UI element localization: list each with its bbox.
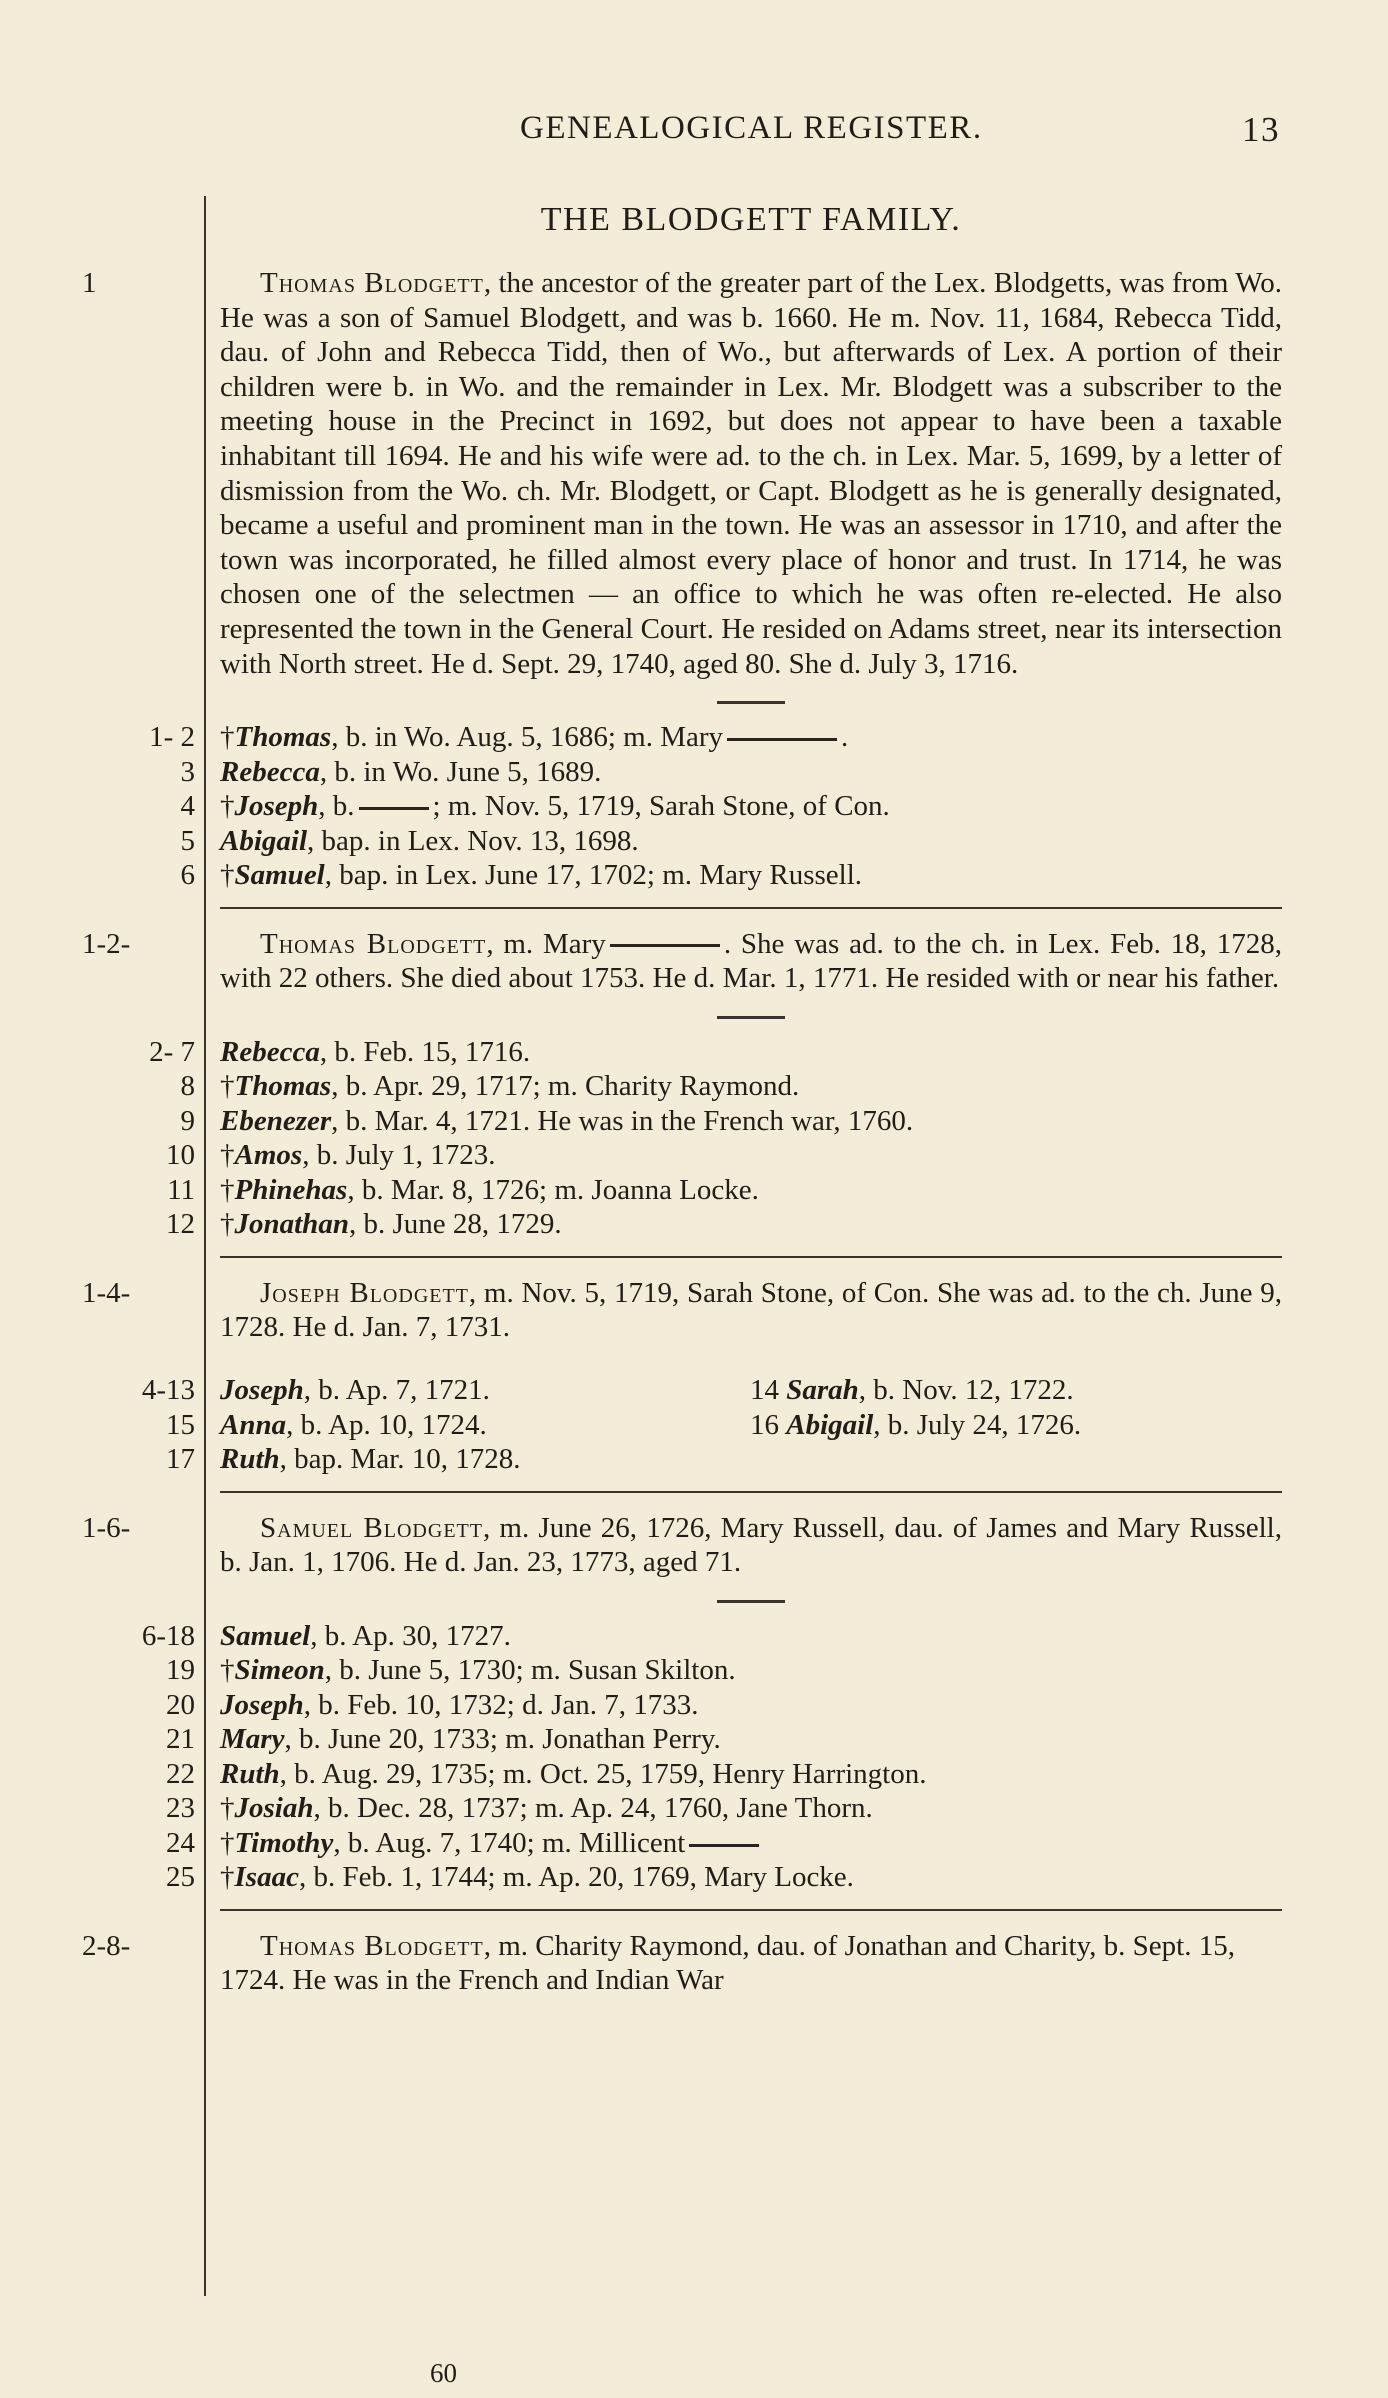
child-text: , b. June 28, 1729.: [348, 1208, 562, 1241]
child-name: Rebecca: [220, 755, 320, 788]
section-divider: [220, 1491, 1282, 1493]
child-text: , b. June 20, 1733; m. Jonathan Perry.: [284, 1723, 721, 1756]
blank-line: [727, 738, 837, 741]
entry-joseph: [82, 1276, 1282, 1345]
entry-number: 1-4-: [82, 1276, 131, 1309]
second-column: [750, 1408, 1081, 1443]
child-number: 5: [180, 824, 195, 857]
child-text: , b. Ap. 10, 1724.: [286, 1408, 487, 1441]
children-list: [149, 1035, 1282, 1242]
short-divider: [717, 701, 785, 704]
entry-number: 1: [82, 267, 97, 299]
child-number: 20: [166, 1688, 195, 1721]
entry-number: 2-8-: [82, 1929, 131, 1962]
child-number: 24: [166, 1826, 195, 1859]
child-tail: .: [841, 721, 849, 754]
children-list: [141, 1373, 1282, 1477]
second-column: [750, 1373, 1074, 1408]
list-item: [166, 1442, 1282, 1477]
entry-text-pre: , m. Mary: [486, 927, 606, 960]
page-number: 13: [1242, 110, 1280, 149]
list-item: [166, 1722, 1282, 1757]
child-number: 15: [166, 1408, 195, 1441]
child-name: Samuel: [220, 1619, 311, 1652]
child-text: , b. July 24, 1726.: [873, 1408, 1082, 1441]
child-number: 17: [166, 1443, 195, 1475]
child-name: Ebenezer: [220, 1104, 332, 1137]
child-text: , b. June 5, 1730; m. Susan Skilton.: [324, 1654, 736, 1687]
child-text: , bap. in Lex. Nov. 13, 1698.: [307, 824, 639, 857]
child-text: , b. Ap. 7, 1721.: [303, 1374, 490, 1406]
entry-paragraph: [220, 1276, 1282, 1345]
child-name: Simeon: [234, 1654, 325, 1687]
entry-paragraph: [220, 1511, 1282, 1580]
section-divider: [220, 1256, 1282, 1258]
entry-thomas-1: [82, 266, 1283, 681]
dagger-mark: †: [220, 859, 235, 892]
child-number: 4-13: [141, 1374, 195, 1406]
child-name: Joseph: [234, 790, 319, 823]
entry-paragraph: [220, 266, 1282, 681]
child-text: , b. Aug. 29, 1735; m. Oct. 25, 1759, Henry Harrington.: [279, 1757, 927, 1790]
child-number: 4: [180, 790, 195, 823]
entry-thomas-3: [82, 1929, 1282, 1998]
dagger-mark: †: [220, 1792, 235, 1825]
entry-text: , m. June 26, 1726, Mary Russell, dau. of James and Mary Russell, b. Jan. 1, 1706. He d. Jan. 23, 1773, aged 71.: [220, 1511, 1282, 1579]
child-name: Mary: [220, 1723, 285, 1756]
dagger-mark: †: [220, 721, 235, 754]
child-text: , b. July 1, 1723.: [302, 1139, 496, 1172]
child-name: Thomas: [234, 1070, 332, 1103]
child-number: 12: [166, 1208, 195, 1241]
list-item: [141, 1373, 1282, 1408]
entry-thomas-2: [82, 927, 1282, 996]
child-name: Ruth: [220, 1443, 280, 1475]
child-number: 22: [166, 1757, 195, 1790]
dagger-mark: †: [220, 1173, 235, 1206]
child-number: 25: [166, 1861, 195, 1894]
entry-lead-name: Thomas Blodgett: [260, 267, 484, 299]
child-name: Joseph: [220, 1688, 304, 1721]
blank-line: [359, 807, 429, 810]
child-number: 23: [166, 1792, 195, 1825]
blank-line: [689, 1844, 759, 1847]
child-text: , b. in Wo. June 5, 1689.: [319, 755, 602, 788]
child-name: Josiah: [234, 1792, 314, 1825]
list-item: [166, 1860, 1282, 1895]
list-item: [149, 1035, 1282, 1070]
running-head-title: GENEALOGICAL REGISTER.: [520, 110, 983, 146]
page-body: [82, 196, 1283, 1998]
child-number: 10: [166, 1139, 195, 1172]
list-item: [166, 1653, 1282, 1688]
child-text: , b. Dec. 28, 1737; m. Ap. 24, 1760, Jane Thorn.: [313, 1792, 873, 1825]
child-text: , b. Feb. 1, 1744; m. Ap. 20, 1769, Mary Locke.: [298, 1861, 854, 1894]
child-name: Ruth: [220, 1757, 280, 1790]
list-item: [166, 1791, 1282, 1826]
dagger-mark: †: [220, 1208, 235, 1241]
child-number: 6: [180, 859, 195, 892]
child-number: 19: [166, 1654, 195, 1687]
child-number: 14: [750, 1374, 779, 1406]
list-item: [166, 1138, 1282, 1173]
child-text: , b. Aug. 7, 1740; m. Millicent: [333, 1826, 686, 1859]
child-number: 8: [180, 1070, 195, 1103]
child-name: Samuel: [234, 859, 325, 892]
entry-lead-name: Thomas Blodgett: [260, 1929, 484, 1962]
child-name: Phinehas: [234, 1173, 348, 1206]
children-list: [141, 1619, 1282, 1895]
child-text: , bap. in Lex. June 17, 1702; m. Mary Russell.: [324, 859, 863, 892]
child-text: , bap. Mar. 10, 1728.: [279, 1443, 521, 1475]
entry-lead-name: Thomas Blodgett: [260, 927, 487, 960]
signature-mark: 60: [430, 2358, 457, 2388]
list-item: [180, 824, 1282, 859]
child-number: 1- 2: [149, 721, 195, 754]
child-name: Isaac: [234, 1861, 299, 1894]
list-item: [166, 1757, 1282, 1792]
entry-lead-name: Samuel Blodgett: [260, 1511, 483, 1544]
dagger-mark: †: [220, 1139, 235, 1172]
child-text: , b. Mar. 8, 1726; m. Joanna Locke.: [347, 1173, 759, 1206]
child-name: Jonathan: [234, 1208, 349, 1241]
short-divider: [717, 1016, 785, 1019]
entry-paragraph: [220, 927, 1282, 996]
child-name: Joseph: [220, 1374, 304, 1406]
list-item: [166, 1688, 1282, 1723]
child-number: 2- 7: [149, 1035, 195, 1068]
child-text: , b. in Wo. Aug. 5, 1686; m. Mary: [331, 721, 724, 754]
child-name: Thomas: [234, 721, 332, 754]
short-divider: [717, 1600, 785, 1603]
entry-text: , the ancestor of the greater part of the Lex. Blodgetts, was from Wo. He was a son of Samuel Blodgett, and was b. 1660. He m. Nov. 11, 1684, Rebecca Tidd, dau. of John and Rebecca Tidd, then of Wo., but afterwards of Lex. A portion of their children were b. in Wo. and the remainder in Lex. Mr. Blodgett was a subscriber to the meeting house in the Precinct in 1692, but does not appear to have been a taxable inhabitant till 1694. He and his wife were ad. to the ch. in Lex. Mar. 5, 1699, by a letter of dismission from the Wo. ch. Mr. Blodgett, or Capt. Blodgett as he is generally designated, became a useful and prominent man in the town. He was an assessor in 1710, and after the town was incorporated, he filled almost every place of honor and trust. In 1714, he was chosen one of the selectmen — an office to which he was often re-elected. He also represented the town in the General Court. He resided on Adams street, near its intersection with North street. He d. Sept. 29, 1740, aged 80. She d. July 3, 1716.: [220, 267, 1283, 680]
child-text: , b. Apr. 29, 1717; m. Charity Raymond.: [331, 1070, 800, 1103]
list-item: [166, 1826, 1282, 1861]
list-item: [180, 755, 1282, 790]
child-text: , b. Ap. 30, 1727.: [310, 1619, 511, 1652]
list-item: [180, 789, 1282, 824]
entry-number: 1-2-: [82, 927, 131, 960]
child-text: , b. Nov. 12, 1722.: [858, 1374, 1074, 1406]
child-name: Amos: [234, 1139, 303, 1172]
section-divider: [220, 907, 1282, 909]
child-number: 11: [167, 1173, 195, 1206]
child-text: , b.: [318, 790, 355, 823]
dagger-mark: †: [220, 1826, 235, 1859]
child-text: , b. Feb. 10, 1732; d. Jan. 7, 1733.: [303, 1688, 699, 1721]
entry-lead-name: Joseph Blodgett: [260, 1276, 469, 1309]
list-item: [166, 1207, 1282, 1242]
dagger-mark: †: [220, 1654, 235, 1687]
list-item: [167, 1173, 1282, 1208]
child-name: Rebecca: [220, 1035, 320, 1068]
dagger-mark: †: [220, 1861, 235, 1894]
child-name: Abigail: [220, 824, 308, 857]
child-name: Timothy: [234, 1826, 334, 1859]
child-number: 9: [180, 1104, 195, 1137]
child-name: Sarah: [786, 1374, 859, 1406]
entry-text: , m. Charity Raymond, dau. of Jonathan and Charity, b. Sept. 15, 1724. He was in the French and Indian War: [220, 1929, 1235, 1997]
dagger-mark: †: [220, 790, 235, 823]
children-list: [149, 720, 1282, 893]
child-text: , b. Mar. 4, 1721. He was in the French war, 1760.: [331, 1104, 914, 1137]
margin-rule: [204, 196, 206, 2296]
blank-line: [610, 944, 720, 947]
list-item: [180, 1069, 1282, 1104]
child-number: 6-18: [141, 1619, 195, 1652]
child-name: Abigail: [786, 1408, 874, 1441]
child-number: 16: [750, 1408, 779, 1441]
section-divider: [220, 1909, 1282, 1911]
entry-text: , m. Nov. 5, 1719, Sarah Stone, of Con. She was ad. to the ch. June 9, 1728. He d. Jan. 7, 1731.: [220, 1276, 1282, 1344]
list-item: [149, 720, 1282, 755]
list-item: [180, 858, 1282, 893]
child-number: 3: [180, 755, 195, 788]
family-title: THE BLODGETT FAMILY.: [540, 201, 962, 238]
entry-paragraph: [220, 1929, 1282, 1998]
entry-samuel: [82, 1511, 1282, 1580]
list-item: [180, 1104, 1282, 1139]
entry-number: 1-6-: [82, 1511, 131, 1544]
list-item: [141, 1619, 1282, 1654]
child-number: 21: [166, 1723, 195, 1756]
child-tail: ; m. Nov. 5, 1719, Sarah Stone, of Con.: [432, 790, 890, 823]
child-text: , b. Feb. 15, 1716.: [319, 1035, 531, 1068]
dagger-mark: †: [220, 1070, 235, 1103]
list-item: [166, 1408, 1282, 1443]
child-name: Anna: [220, 1408, 287, 1441]
entry-text: . She was ad. to the ch. in Lex. Feb. 18, 1728, with 22 others. She died about 1753. He d. Mar. 1, 1771. He resided with or near his father.: [220, 927, 1282, 995]
